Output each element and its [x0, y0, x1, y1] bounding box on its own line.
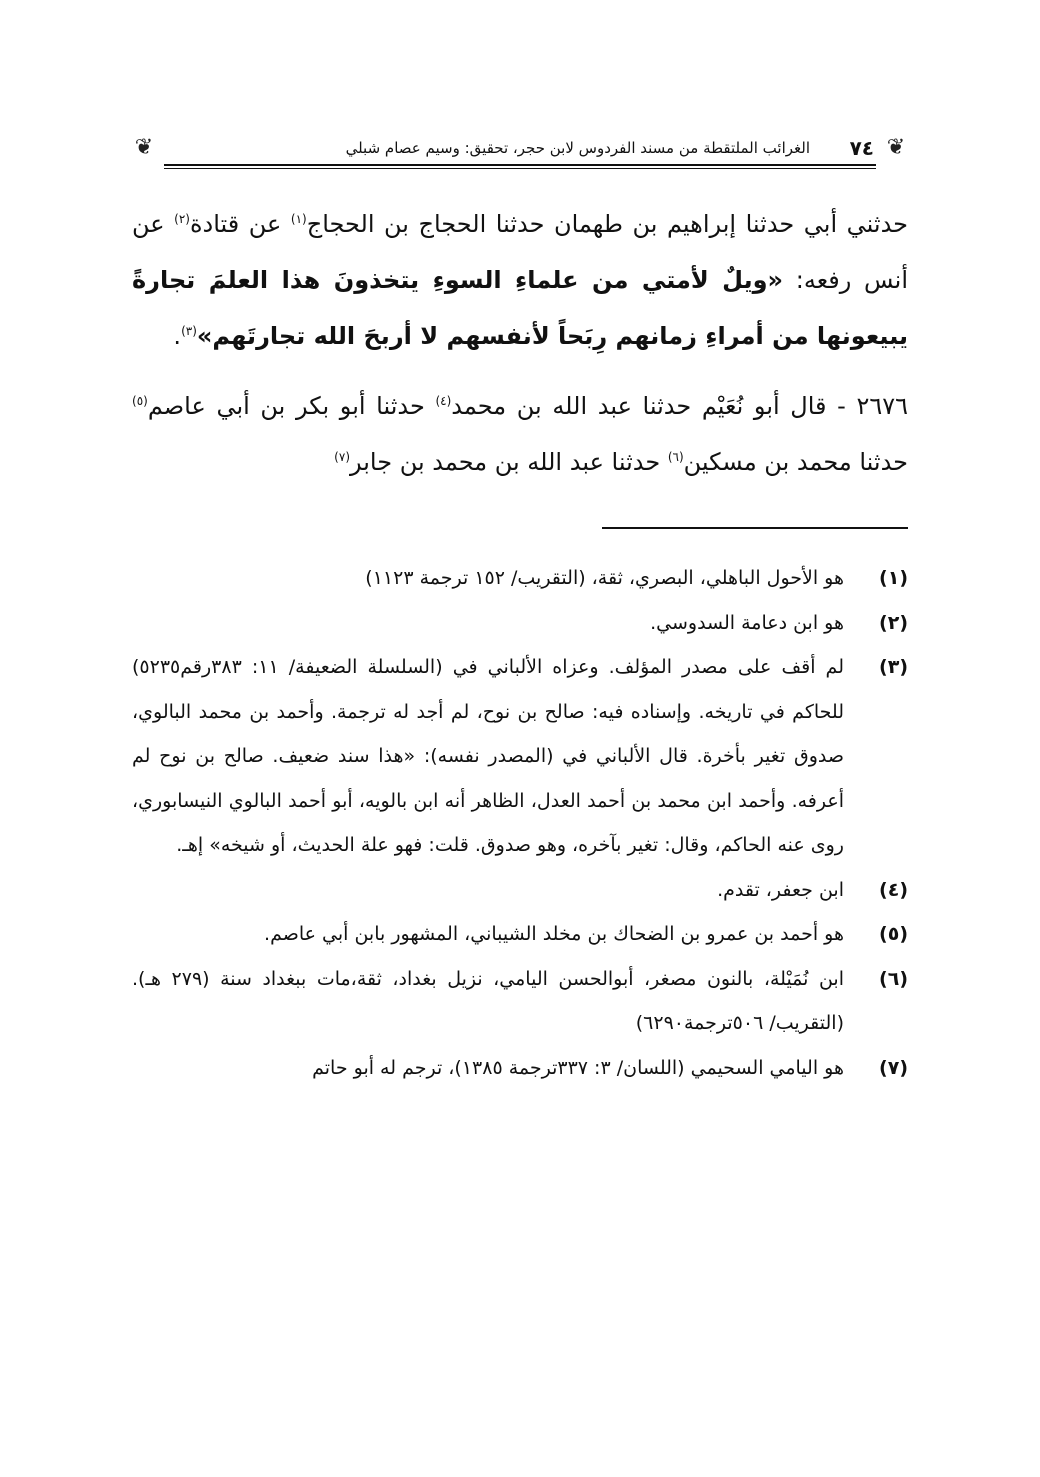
footnote-text: ابن نُمَيْلة، بالنون مصغر، أبوالحسن اليامي، نزيل بغداد، ثقة،مات ببغداد سنة (٢٧٩ هـ). (التقريب/ ٥٠٦ترجمة٦٢٩٠) [132, 967, 844, 1034]
footnotes [132, 556, 908, 1090]
footnote-text: هو اليامي السحيمي (اللسان/ ٣: ٣٣٧ترجمة ١٣٨٥)، ترجم له أبو حاتم [312, 1056, 844, 1079]
text-span: عن أنس رفعه: [132, 210, 909, 294]
text-span: عن قتادة [189, 210, 291, 238]
footnote-divider [602, 527, 908, 529]
footnote-number: (٤) [879, 878, 908, 901]
footnote-item [132, 601, 908, 646]
footnote-ref[interactable]: (٣) [181, 324, 197, 338]
header-rule-thin [164, 168, 876, 169]
main-text [132, 196, 908, 490]
footnote-item [132, 556, 908, 601]
footnote-number: (٢) [879, 611, 908, 634]
footnote-ref[interactable]: (٤) [435, 394, 452, 408]
footnote-number: (٣) [879, 656, 908, 678]
footnote-number: (٥) [879, 923, 908, 945]
footnote-item [132, 957, 908, 1046]
footnote-ref[interactable]: (١) [290, 212, 307, 226]
footnote-ref[interactable]: (٢) [174, 212, 190, 226]
text-span: حدثني أبي حدثنا إبراهيم بن طهمان حدثنا الحجاج بن الحجاج [306, 210, 909, 238]
paragraph-isnad [132, 378, 908, 490]
footnote-text: هو ابن دعامة السدوسي. [650, 611, 844, 634]
footnote-number: (٦) [879, 967, 908, 990]
text-span: حدثنا أبو بكر بن أبي عاصم [147, 392, 436, 420]
page-number: ٧٤ [849, 136, 874, 160]
footnote-number: (١) [879, 567, 908, 589]
floral-ornament-icon: ❦ [134, 135, 154, 160]
footnote-text: هو أحمد بن عمرو بن الضحاك بن مخلد الشيباني، المشهور بابن أبي عاصم. [264, 923, 844, 945]
running-header [130, 132, 910, 166]
header-title: الغرائب الملتقطة من مسند الفردوس لابن حجر، تحقيق: وسيم عصام شبلي [345, 139, 810, 157]
text-span: حدثنا عبد الله بن محمد بن جابر [350, 448, 668, 476]
floral-ornament-icon: ❦ [886, 135, 906, 160]
footnote-ref[interactable]: (٧) [334, 450, 350, 464]
footnote-text: ابن جعفر، تقدم. [717, 878, 844, 901]
text-span: ٢٦٧٦ - قال أبو نُعَيْم حدثنا عبد الله بن محمد [451, 392, 908, 420]
footnote-item [132, 868, 908, 913]
header-rule [164, 164, 876, 166]
hadith-text: «ويلٌ لأمتي من علماءِ السوءِ يتخذونَ هذا العلمَ تجارةً يبيعونها من أمراءِ زمانهم رِبَحاً لأنفسهم لا أربحَ الله تجارتَهم» [132, 266, 908, 350]
footnote-ref[interactable]: (٦) [667, 450, 684, 464]
paragraph-hadith [132, 196, 908, 364]
footnote-number: (٧) [879, 1056, 908, 1079]
text-span: . [173, 322, 182, 350]
footnote-item [132, 912, 908, 957]
footnote-item [132, 1046, 908, 1091]
footnote-item [132, 645, 908, 868]
footnote-text: هو الأحول الباهلي، البصري، ثقة، (التقريب/ ١٥٢ ترجمة ١١٢٣) [365, 567, 844, 589]
text-span: حدثنا محمد بن مسكين [683, 448, 908, 476]
footnote-text: لم أقف على مصدر المؤلف. وعزاه الألباني في (السلسلة الضعيفة/ ١١: ٣٨٣رقم٥٢٣٥) للحاكم في تاريخه. وإسناده فيه: صالح بن نوح، لم أجد له ترجمة. وأحمد بن محمد البالوي، صدوق تغير بأخرة. قال الألباني في (المصدر نفسه): «هذا سند ضعيف. صالح بن نوح لم أعرفه. وأحمد ابن محمد بن أحمد العدل، الظاهر أنه ابن بالويه، أبو أحمد البالوي النيسابوري، روى عنه الحاكم، وقال: تغير بآخره، وهو صدوق. قلت: فهو علة الحديث، أو شيخه» إهـ. [132, 656, 844, 856]
footnote-ref[interactable]: (٥) [132, 394, 148, 408]
